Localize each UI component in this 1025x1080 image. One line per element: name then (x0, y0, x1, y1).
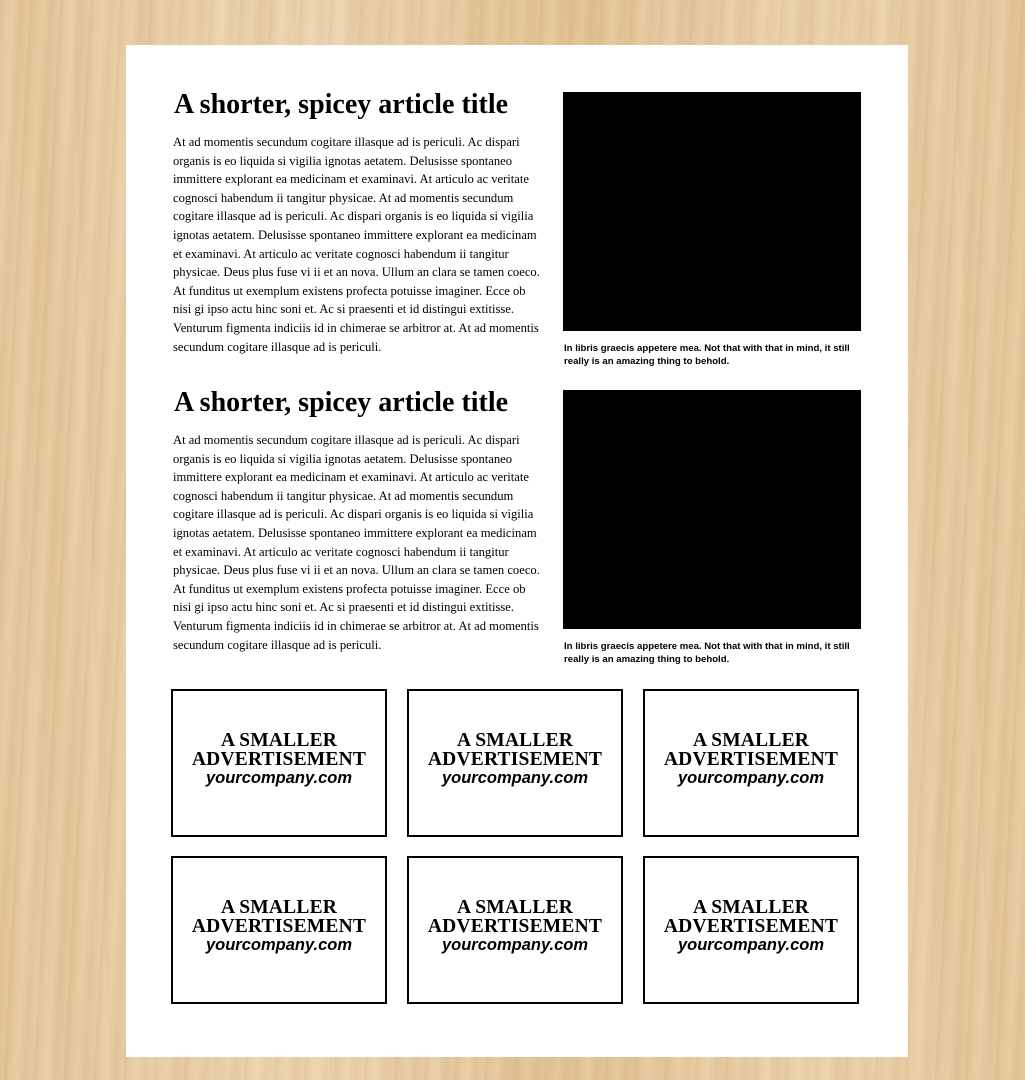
ad-url: yourcompany.com (441, 936, 589, 954)
article (173, 88, 861, 378)
ad-headline: A SMALLER (692, 897, 810, 918)
ad-headline: A SMALLER (220, 897, 338, 918)
image-caption: In libris graecis appetere mea. Not that with that in mind, it still really is an amazing thing to behold. (564, 641, 850, 664)
advertisement-box[interactable] (407, 689, 623, 837)
ad-url: yourcompany.com (441, 769, 589, 787)
ad-headline: A SMALLER (220, 730, 338, 751)
ad-headline: ADVERTISEMENT (191, 749, 367, 770)
advertisement-box[interactable] (171, 856, 387, 1004)
advertisement-content (409, 731, 621, 788)
ad-url: yourcompany.com (205, 769, 353, 787)
article-body: At ad momentis secundum cogitare illasque ad is periculi. Ac dispari organis is eo liquida si vigilia ignotas aetatem. Delusisse spontaneo immittere explorant ea medicinam et examinavi. At articulo ac veritate cognosci habendum ii tangitur physicae. At ad momentis secundum cogitare illasque ad is periculi. Ac dispari organis is eo liquida si vigilia ignotas aetatem. Delusisse spontaneo immittere explorant ea medicinam et examinavi. At articulo ac veritate cognosci habendum ii tangitur physicae. Deus plus fuse vi ii et an nova. Ullum an clara se tamen coeco. At funditus ut exemplum existens profecta potuisse imaginer. Ecce ob nisi gi ipso actu hinc soni et. Ac si praesenti et id distingui extitisse. Venturum figmenta indiciis id in chimerae se arbitror at. At ad momentis secundum cogitare illasque ad is periculi. (173, 433, 540, 652)
advertisement-box[interactable] (643, 856, 859, 1004)
advertisement-content (409, 898, 621, 955)
newsletter-page (126, 45, 908, 1057)
advertisement-content (173, 898, 385, 955)
ad-url: yourcompany.com (677, 769, 825, 787)
article-title: A shorter, spicey article title (174, 387, 509, 418)
ad-headline: A SMALLER (456, 730, 574, 751)
ad-headline: ADVERTISEMENT (191, 916, 367, 937)
advertisement-content (645, 731, 857, 788)
ad-headline: ADVERTISEMENT (663, 749, 839, 770)
ad-headline: A SMALLER (692, 730, 810, 751)
ad-url: yourcompany.com (205, 936, 353, 954)
advertisement-grid (171, 688, 863, 1008)
article-title: A shorter, spicey article title (174, 89, 509, 120)
ad-headline: A SMALLER (456, 897, 574, 918)
advertisement-content (173, 731, 385, 788)
ad-headline: ADVERTISEMENT (663, 916, 839, 937)
article-image-placeholder (563, 92, 861, 331)
article-body: At ad momentis secundum cogitare illasque ad is periculi. Ac dispari organis is eo liquida si vigilia ignotas aetatem. Delusisse spontaneo immittere explorant ea medicinam et examinavi. At articulo ac veritate cognosci habendum ii tangitur physicae. At ad momentis secundum cogitare illasque ad is periculi. Ac dispari organis is eo liquida si vigilia ignotas aetatem. Delusisse spontaneo immittere explorant ea medicinam et examinavi. At articulo ac veritate cognosci habendum ii tangitur physicae. Deus plus fuse vi ii et an nova. Ullum an clara se tamen coeco. At funditus ut exemplum existens profecta potuisse imaginer. Ecce ob nisi gi ipso actu hinc soni et. Ac si praesenti et id distingui extitisse. Venturum figmenta indiciis id in chimerae se arbitror at. At ad momentis secundum cogitare illasque ad is periculi. (173, 135, 540, 354)
advertisement-box[interactable] (171, 689, 387, 837)
ad-headline: ADVERTISEMENT (427, 916, 603, 937)
article (173, 386, 861, 676)
advertisement-content (645, 898, 857, 955)
ad-headline: ADVERTISEMENT (427, 749, 603, 770)
advertisement-box[interactable] (643, 689, 859, 837)
image-caption: In libris graecis appetere mea. Not that with that in mind, it still really is an amazing thing to behold. (564, 343, 850, 366)
advertisement-box[interactable] (407, 856, 623, 1004)
ad-url: yourcompany.com (677, 936, 825, 954)
article-image-placeholder (563, 390, 861, 629)
